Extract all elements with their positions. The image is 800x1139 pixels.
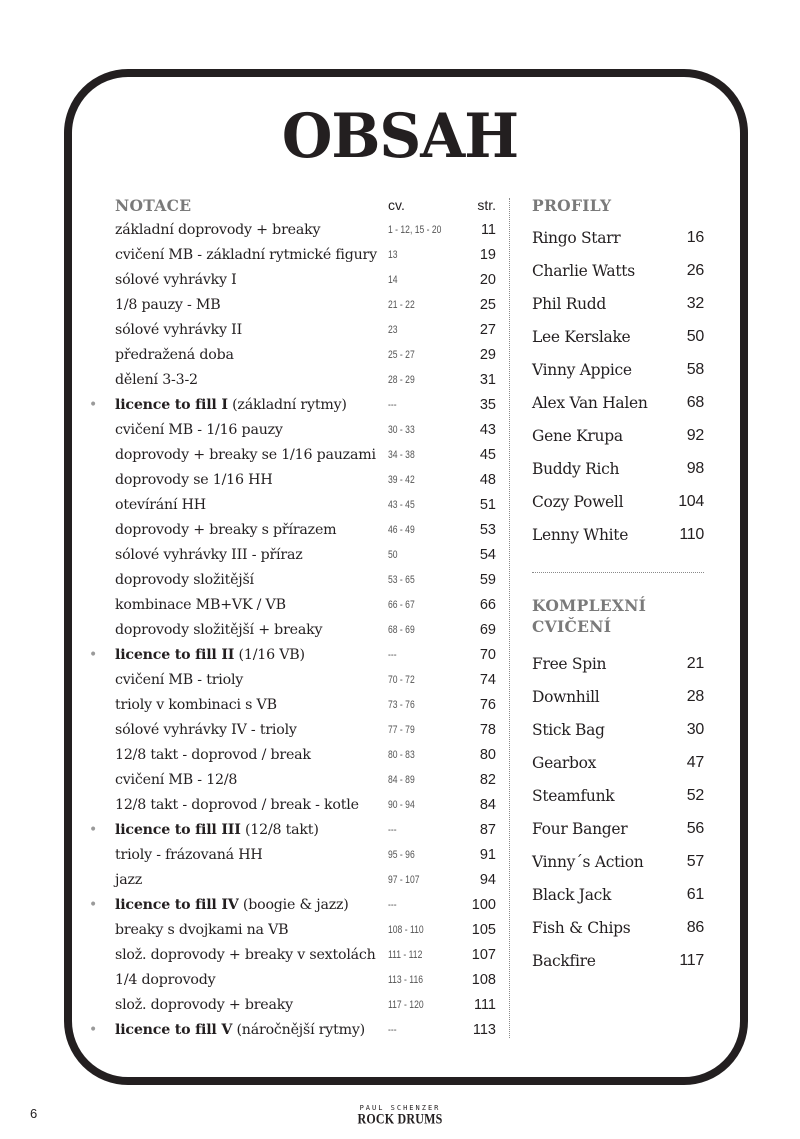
toc-entry-title: [115, 447, 388, 463]
profily-row[interactable]: [532, 320, 704, 353]
page-number: 6: [30, 1106, 38, 1121]
profily-row[interactable]: [532, 518, 704, 551]
toc-entry-title: [115, 472, 388, 488]
toc-row[interactable]: [86, 317, 496, 342]
toc-row[interactable]: [86, 892, 496, 917]
toc-row[interactable]: [86, 592, 496, 617]
exercise-range: 97 - 107: [388, 873, 420, 886]
toc-entry-title: [115, 922, 388, 938]
toc-entry-text: cvičení MB - trioly: [115, 671, 244, 688]
toc-entry-bold: licence to fill IV: [115, 896, 239, 913]
exercise-range: 21 - 22: [388, 298, 415, 311]
komplexni-row[interactable]: [532, 746, 704, 779]
komplexni-name: Vinny´s Action: [532, 852, 644, 871]
page-ref: 69: [479, 621, 496, 638]
page-ref: 26: [686, 261, 704, 279]
page-ref: 20: [479, 271, 496, 288]
toc-entry-title: [115, 597, 388, 613]
profily-row[interactable]: [532, 353, 704, 386]
toc-entry-text: trioly - frázovaná HH: [115, 846, 263, 863]
toc-entry-text: doprovody + breaky s přírazem: [115, 521, 337, 538]
exercise-range: 80 - 83: [388, 748, 415, 761]
toc-row[interactable]: [86, 942, 496, 967]
toc-entry-text: 1/4 doprovody: [115, 971, 216, 988]
profily-name: Phil Rudd: [532, 294, 607, 313]
toc-entry-title: [115, 872, 388, 888]
toc-entry-title: [115, 847, 388, 863]
page-ref: 117: [679, 951, 704, 969]
toc-entry-title: [115, 822, 388, 838]
page-ref: 16: [686, 228, 704, 246]
page-ref: 31: [479, 371, 496, 388]
komplexni-heading-line2: CVIČENÍ: [532, 617, 612, 636]
page-ref: 74: [479, 671, 496, 688]
toc-entry-title: [115, 297, 388, 313]
toc-entry-text: sólové vyhrávky I: [115, 271, 237, 288]
toc-entry-title: [115, 897, 388, 913]
page-ref: 52: [686, 786, 704, 804]
profily-name: Vinny Appice: [532, 360, 632, 379]
toc-row[interactable]: [86, 667, 496, 692]
page-ref: 43: [479, 421, 496, 438]
toc-row[interactable]: [86, 742, 496, 767]
toc-row[interactable]: [86, 542, 496, 567]
page-ref: 76: [479, 696, 496, 713]
exercise-range: 68 - 69: [388, 623, 415, 636]
toc-entry-title: [115, 1022, 388, 1038]
toc-entry-title: [115, 522, 388, 538]
toc-row[interactable]: [86, 867, 496, 892]
page-ref: 28: [686, 687, 704, 705]
toc-entry-bold: licence to fill II: [115, 646, 235, 663]
page-ref: 25: [479, 296, 496, 313]
profily-row[interactable]: [532, 386, 704, 419]
komplexni-row[interactable]: [532, 944, 704, 977]
komplexni-name: Steamfunk: [532, 786, 615, 805]
page-ref: 111: [473, 996, 496, 1013]
page-ref: 56: [686, 819, 704, 837]
page-ref: 94: [479, 871, 496, 888]
exercise-range: 90 - 94: [388, 798, 415, 811]
toc-entry-text: doprovody složitější + breaky: [115, 621, 323, 638]
exercise-range: ---: [388, 648, 397, 661]
exercise-range: 111 - 112: [388, 948, 423, 961]
exercise-range: 34 - 38: [388, 448, 415, 461]
profily-row[interactable]: [532, 221, 704, 254]
page-ref: 80: [479, 746, 496, 763]
exercise-range: ---: [388, 398, 397, 411]
page-ref: 70: [479, 646, 496, 663]
exercise-range: 14: [388, 273, 398, 286]
toc-entry-title: [115, 372, 388, 388]
toc-row[interactable]: [86, 642, 496, 667]
toc-entry-title: [115, 322, 388, 338]
toc-entry-title: [115, 272, 388, 288]
page-ref: 45: [479, 446, 496, 463]
exercise-range: 73 - 76: [388, 698, 415, 711]
toc-row[interactable]: [86, 492, 496, 517]
toc-entry-title: [115, 397, 388, 413]
toc-entry-text: cvičení MB - základní rytmické figury: [115, 246, 377, 263]
komplexni-heading-line1: KOMPLEXNÍ: [532, 596, 647, 615]
toc-entry-title: [115, 347, 388, 363]
komplexni-row[interactable]: [532, 845, 704, 878]
profily-name: Gene Krupa: [532, 426, 623, 445]
page-ref: 110: [679, 525, 704, 543]
toc-entry-text: dělení 3-3-2: [115, 371, 198, 388]
komplexni-row[interactable]: [532, 713, 704, 746]
toc-entry-title: [115, 972, 388, 988]
toc-entry-text: doprovody se 1/16 HH: [115, 471, 273, 488]
toc-row[interactable]: [86, 717, 496, 742]
profily-row[interactable]: [532, 419, 704, 452]
toc-entry-text: sólové vyhrávky IV - trioly: [115, 721, 297, 738]
footer-brand: [0, 1104, 800, 1127]
toc-entry-title: [115, 947, 388, 963]
toc-row[interactable]: [86, 967, 496, 992]
komplexni-row[interactable]: [532, 812, 704, 845]
toc-row[interactable]: [86, 842, 496, 867]
komplexni-name: Backfire: [532, 951, 596, 970]
komplexni-name: Downhill: [532, 687, 600, 706]
page-ref: 78: [479, 721, 496, 738]
exercise-range: 39 - 42: [388, 473, 415, 486]
toc-entry-text: kombinace MB+VK / VB: [115, 596, 286, 613]
right-column: [532, 193, 704, 977]
footer-author: PAUL SCHENZER: [359, 1104, 441, 1112]
page-ref: 48: [479, 471, 496, 488]
toc-row[interactable]: [86, 517, 496, 542]
bullet-icon: •: [89, 646, 98, 663]
toc-row[interactable]: [86, 817, 496, 842]
profily-name: Buddy Rich: [532, 459, 620, 478]
page-ref: 98: [686, 459, 704, 477]
col-str-header: str.: [477, 197, 496, 213]
exercise-range: 66 - 67: [388, 598, 415, 611]
toc-entry-title: [115, 647, 388, 663]
profily-row[interactable]: [532, 452, 704, 485]
exercise-range: 28 - 29: [388, 373, 415, 386]
komplexni-row[interactable]: [532, 680, 704, 713]
toc-row[interactable]: [86, 342, 496, 367]
page-ref: 100: [471, 896, 496, 913]
toc-entry-bold: licence to fill V: [115, 1021, 233, 1038]
profily-name: Ringo Starr: [532, 228, 621, 247]
toc-row[interactable]: [86, 792, 496, 817]
toc-entry-text: slož. doprovody + breaky: [115, 996, 293, 1013]
section-divider: [532, 572, 704, 573]
komplexni-name: Stick Bag: [532, 720, 605, 739]
exercise-range: 43 - 45: [388, 498, 415, 511]
profily-heading: PROFILY: [532, 195, 612, 215]
exercise-range: ---: [388, 1023, 397, 1036]
profily-list: [532, 221, 704, 551]
toc-row[interactable]: [86, 692, 496, 717]
page-ref: 86: [686, 918, 704, 936]
page-ref: 84: [479, 796, 496, 813]
profily-name: Charlie Watts: [532, 261, 635, 280]
toc-entry-title: [115, 797, 388, 813]
page-ref: 59: [479, 571, 496, 588]
page-ref: 92: [686, 426, 704, 444]
exercise-range: ---: [388, 823, 397, 836]
notace-heading: NOTACE: [115, 195, 192, 215]
toc-entry-title: [115, 222, 388, 238]
notace-header: [86, 193, 496, 217]
toc-entry-bold: licence to fill I: [115, 396, 228, 413]
page-ref: 113: [472, 1021, 496, 1038]
toc-row[interactable]: [86, 767, 496, 792]
page-ref: 66: [479, 596, 496, 613]
footer-book-title: ROCK DRUMS: [357, 1110, 443, 1128]
page-ref: 19: [479, 246, 496, 263]
toc-row[interactable]: [86, 992, 496, 1017]
exercise-range: 108 - 110: [388, 923, 424, 936]
page-ref: 61: [686, 885, 704, 903]
page-ref: 87: [479, 821, 496, 838]
page-ref: 29: [479, 346, 496, 363]
toc-entry-text: cvičení MB - 1/16 pauzy: [115, 421, 283, 438]
toc-entry-text: trioly v kombinaci s VB: [115, 696, 277, 713]
page-ref: 91: [479, 846, 496, 863]
toc-entry-text: (12/8 takt): [240, 821, 319, 838]
toc-entry-text: otevírání HH: [115, 496, 206, 513]
page-ref: 58: [686, 360, 704, 378]
toc-entry-title: [115, 497, 388, 513]
komplexni-name: Four Banger: [532, 819, 628, 838]
notace-section: [86, 193, 496, 1042]
toc-entry-text: sólové vyhrávky II: [115, 321, 242, 338]
toc-entry-title: [115, 747, 388, 763]
page-ref: 68: [686, 393, 704, 411]
exercise-range: 50: [388, 548, 398, 561]
exercise-range: 77 - 79: [388, 723, 415, 736]
toc-row[interactable]: [86, 467, 496, 492]
page-ref: 54: [479, 546, 496, 563]
exercise-range: 70 - 72: [388, 673, 415, 686]
komplexni-name: Fish & Chips: [532, 918, 631, 937]
toc-entry-text: 1/8 pauzy - MB: [115, 296, 221, 313]
toc-row[interactable]: [86, 267, 496, 292]
toc-entry-title: [115, 772, 388, 788]
profily-row[interactable]: [532, 254, 704, 287]
profily-name: Alex Van Halen: [532, 393, 648, 412]
toc-entry-text: předražená doba: [115, 346, 234, 363]
bullet-icon: •: [89, 1021, 98, 1038]
exercise-range: 13: [388, 248, 398, 261]
toc-row[interactable]: [86, 567, 496, 592]
col-cv-header: cv.: [388, 197, 405, 213]
page-ref: 11: [480, 221, 496, 238]
bullet-icon: •: [89, 396, 98, 413]
profily-name: Lee Kerslake: [532, 327, 631, 346]
toc-entry-text: 12/8 takt - doprovod / break: [115, 746, 311, 763]
toc-entry-text: sólové vyhrávky III - příraz: [115, 546, 303, 563]
exercise-range: 25 - 27: [388, 348, 415, 361]
notace-list: [86, 217, 496, 1042]
toc-entry-text: breaky s dvojkami na VB: [115, 921, 289, 938]
exercise-range: 117 - 120: [388, 998, 424, 1011]
toc-entry-title: [115, 697, 388, 713]
toc-row[interactable]: [86, 392, 496, 417]
exercise-range: 1 - 12, 15 - 20: [388, 223, 442, 236]
page-ref: 57: [686, 852, 704, 870]
toc-row[interactable]: [86, 617, 496, 642]
toc-entry-title: [115, 572, 388, 588]
page-ref: 30: [686, 720, 704, 738]
profily-row[interactable]: [532, 287, 704, 320]
toc-entry-title: [115, 672, 388, 688]
profily-row[interactable]: [532, 485, 704, 518]
komplexni-row[interactable]: [532, 647, 704, 680]
page-ref: 35: [479, 396, 496, 413]
toc-entry-text: doprovody složitější: [115, 571, 254, 588]
toc-row[interactable]: [86, 1017, 496, 1042]
page-ref: 82: [479, 771, 496, 788]
komplexni-name: Black Jack: [532, 885, 612, 904]
column-divider: [509, 198, 510, 1038]
toc-entry-text: jazz: [115, 871, 143, 888]
toc-entry-text: doprovody + breaky se 1/16 pauzami: [115, 446, 376, 463]
exercise-range: 53 - 65: [388, 573, 415, 586]
exercise-range: ---: [388, 898, 397, 911]
toc-row[interactable]: [86, 417, 496, 442]
komplexni-row[interactable]: [532, 878, 704, 911]
toc-entry-title: [115, 622, 388, 638]
profily-name: Lenny White: [532, 525, 629, 544]
bullet-icon: •: [89, 821, 98, 838]
page-ref: 104: [678, 492, 704, 510]
komplexni-heading: [532, 595, 704, 637]
toc-entry-text: (boogie & jazz): [238, 896, 349, 913]
toc-entry-text: cvičení MB - 12/8: [115, 771, 238, 788]
toc-entry-text: (náročnější rytmy): [232, 1021, 366, 1038]
komplexni-list: [532, 647, 704, 977]
toc-row[interactable]: [86, 292, 496, 317]
toc-row[interactable]: [86, 442, 496, 467]
toc-row[interactable]: [86, 217, 496, 242]
exercise-range: 23: [388, 323, 398, 336]
exercise-range: 113 - 116: [388, 973, 423, 986]
exercise-range: 84 - 89: [388, 773, 415, 786]
page-ref: 53: [479, 521, 496, 538]
page-title: OBSAH: [281, 100, 519, 172]
toc-entry-text: základní doprovody + breaky: [115, 221, 321, 238]
toc-entry-title: [115, 997, 388, 1013]
toc-entry-title: [115, 722, 388, 738]
toc-row[interactable]: [86, 367, 496, 392]
page-ref: 50: [686, 327, 704, 345]
toc-entry-text: (základní rytmy): [227, 396, 347, 413]
page-ref: 105: [471, 921, 496, 938]
exercise-range: 30 - 33: [388, 423, 415, 436]
komplexni-row[interactable]: [532, 779, 704, 812]
bullet-icon: •: [89, 896, 98, 913]
toc-entry-title: [115, 422, 388, 438]
toc-entry-text: 12/8 takt - doprovod / break - kotle: [115, 796, 359, 813]
exercise-range: 95 - 96: [388, 848, 415, 861]
komplexni-row[interactable]: [532, 911, 704, 944]
page-ref: 51: [479, 496, 496, 513]
toc-entry-title: [115, 247, 388, 263]
komplexni-name: Free Spin: [532, 654, 607, 673]
page-ref: 27: [479, 321, 496, 338]
toc-entry-text: slož. doprovody + breaky v sextolách: [115, 946, 376, 963]
profily-name: Cozy Powell: [532, 492, 624, 511]
page-ref: 32: [686, 294, 704, 312]
toc-entry-bold: licence to fill III: [115, 821, 241, 838]
toc-entry-title: [115, 547, 388, 563]
komplexni-name: Gearbox: [532, 753, 597, 772]
page-ref: 21: [686, 654, 704, 672]
page-ref: 107: [471, 946, 496, 963]
toc-entry-text: (1/16 VB): [234, 646, 305, 663]
toc-row[interactable]: [86, 917, 496, 942]
exercise-range: 46 - 49: [388, 523, 415, 536]
page-ref: 47: [686, 753, 704, 771]
page-ref: 108: [471, 971, 496, 988]
toc-row[interactable]: [86, 242, 496, 267]
